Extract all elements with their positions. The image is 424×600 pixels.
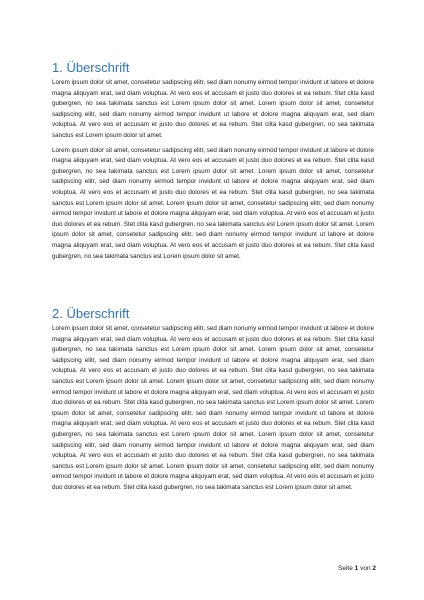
section-2-heading: 2. Überschrift: [52, 306, 130, 322]
section-1-paragraph-1: Lorem ipsum dolor sit amet, consetetur sadipscing elitr, sed diam nonumy eirmod tempor invidunt ut labore et dolore magna aliquyam erat, sed diam voluptua. At vero eos et accusam et justo duo dolores et ea rebum. Stet clita kasd gubergren, no sea takimata sanctus est Lorem ipsum dolor sit amet. Lorem ipsum dolor sit amet, consetetur sadipscing elitr, sed diam nonumy eirmod tempor invidunt ut labore et dolore magna aliquyam erat, sed diam voluptua. At vero eos et accusam et justo duo dolores et ea rebum. Stet clita kasd gubergren, no sea takimata sanctus est Lorem ipsum dolor sit amet.: [52, 79, 374, 139]
page-number-label: Seite: [338, 565, 353, 572]
current-page-number: 1: [354, 565, 359, 572]
section-2-paragraph-1: Lorem ipsum dolor sit amet, consetetur sadipscing elitr, sed diam nonumy eirmod tempor invidunt ut labore et dolore magna aliquyam erat, sed diam voluptua. At vero eos et accusam et justo duo dolores et ea rebum. Stet clita kasd gubergren, no sea takimata sanctus est Lorem ipsum dolor sit amet. Lorem ipsum dolor sit amet, consetetur sadipscing elitr, sed diam nonumy eirmod tempor invidunt ut labore et dolore magna aliquyam erat, sed diam voluptua. At vero eos et accusam et justo duo dolores et ea rebum. Stet clita kasd gubergren, no sea takimata sanctus est Lorem ipsum dolor sit amet. Lorem ipsum dolor sit amet, consetetur sadipscing elitr, sed diam nonumy eirmod tempor invidunt ut labore et dolore magna aliquyam erat, sed diam voluptua. At vero eos et accusam et justo duo dolores et ea rebum. Stet clita kasd gubergren, no sea takimata sanctus est Lorem ipsum dolor sit amet. Lorem ipsum dolor sit amet, consetetur sadipscing elitr, sed diam nonumy eirmod tempor invidunt ut labore et dolore magna aliquyam erat, sed diam voluptua. At vero eos et accusam et justo duo dolores et ea rebum. Stet clita kasd gubergren, no sea takimata sanctus est Lorem ipsum dolor sit amet. Lorem ipsum dolor sit amet, consetetur sadipscing elitr, sed diam nonumy eirmod tempor invidunt ut labore et dolore magna aliquyam erat, sed diam voluptua. At vero eos et accusam et justo duo dolores et ea rebum. Stet clita kasd gubergren, no sea takimata sanctus est Lorem ipsum dolor sit amet. Lorem ipsum dolor sit amet, consetetur sadipscing elitr, sed diam nonumy eirmod tempor invidunt ut labore et dolore magna aliquyam erat, sed diam voluptua. At vero eos et accusam et justo duo dolores et ea rebum. Stet clita kasd gubergren, no sea takimata sanctus est Lorem ipsum dolor sit amet.: [52, 325, 374, 491]
total-page-count: 2: [372, 565, 376, 572]
section-1-paragraph-2: Lorem ipsum dolor sit amet, consetetur sadipscing elitr, sed diam nonumy eirmod tempor invidunt ut labore et dolore magna aliquyam erat, sed diam voluptua. At vero eos et accusam et justo duo dolores et ea rebum. Stet clita kasd gubergren, no sea takimata sanctus est Lorem ipsum dolor sit amet. Lorem ipsum dolor sit amet, consetetur sadipscing elitr, sed diam nonumy eirmod tempor invidunt ut labore et dolore magna aliquyam erat, sed diam voluptua. At vero eos et accusam et justo duo dolores et ea rebum. Stet clita kasd gubergren, no sea takimata sanctus est Lorem ipsum dolor sit amet. Lorem ipsum dolor sit amet, consetetur sadipscing elitr, sed diam nonumy eirmod tempor invidunt ut labore et dolore magna aliquyam erat, sed diam voluptua. At vero eos et accusam et justo duo dolores et ea rebum. Stet clita kasd gubergren, no sea takimata sanctus est Lorem ipsum dolor sit amet. Lorem ipsum dolor sit amet, consetetur sadipscing elitr, sed diam nonumy eirmod tempor invidunt ut labore et dolore magna aliquyam erat, sed diam voluptua. At vero eos et accusam et justo duo dolores et ea rebum. Stet clita kasd gubergren, no sea takimata sanctus est Lorem ipsum dolor sit amet.: [52, 146, 374, 260]
page-footer: [338, 564, 376, 573]
section-2: [52, 306, 374, 494]
section-1: [52, 60, 374, 262]
page-body: [52, 60, 374, 494]
section-1-heading: 1. Überschrift: [52, 60, 130, 75]
page-separator-label: von: [360, 565, 371, 572]
